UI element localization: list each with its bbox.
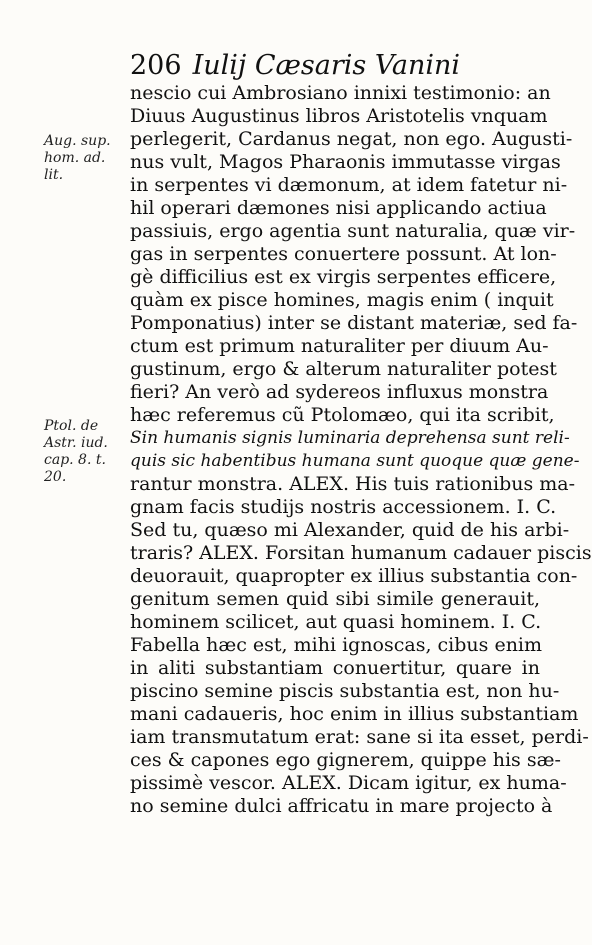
- margin-note: Aug. sup. hom. ad. lit.: [44, 133, 111, 183]
- text-line: pissimè vescor. ALEX. Dicam igitur, ex huma-: [130, 772, 567, 794]
- text-line: nescio cui Ambrosiano innixi testimonio: an: [130, 82, 551, 104]
- quoted-text-line: quis sic habentibus humana sunt quoque quæ gene-: [130, 451, 580, 471]
- text-line: quàm ex pisce homines, magis enim ( inquit: [130, 289, 554, 311]
- text-line: Sed tu, quæso mi Alexander, quid de his arbi-: [130, 519, 570, 541]
- text-line: traris? ALEX. Forsitan humanum cadauer piscis: [130, 542, 592, 564]
- text-line: in aliti substantiam conuertitur, quare in: [130, 657, 540, 679]
- running-title: Iulij Cæsaris Vanini: [192, 50, 460, 81]
- text-line: in serpentes vi dæmonum, at idem fatetur ni-: [130, 174, 568, 196]
- text-line: gustinum, ergo & alterum naturaliter potest: [130, 358, 557, 380]
- body-text: [130, 82, 592, 818]
- page-header: [130, 50, 460, 86]
- text-line: hil operari dæmones nisi applicando actiua: [130, 197, 547, 219]
- text-line: rantur monstra. ALEX. His tuis rationibus ma-: [130, 473, 576, 495]
- text-line: Pomponatius) inter se distant materiæ, sed fa-: [130, 312, 578, 334]
- text-line: iam transmutatum erat: sane si ita esset, perdi-: [130, 726, 589, 748]
- text-line: no semine dulci affricatu in mare projecto à: [130, 795, 553, 817]
- text-line: gè difficilius est ex virgis serpentes efficere,: [130, 266, 557, 288]
- text-line: perlegerit, Cardanus negat, non ego. Augusti-: [130, 128, 573, 150]
- text-line: piscino semine piscis substantia est, non hu-: [130, 680, 560, 702]
- text-line: mani cadaueris, hoc enim in illius substantiam: [130, 703, 579, 725]
- text-line: genitum semen quid sibi simile generauit,: [130, 588, 540, 610]
- text-line: hæc referemus cũ Ptolomæo, qui ita scribit,: [130, 404, 555, 426]
- text-line: fieri? An verò ad sydereos influxus monstra: [130, 381, 549, 403]
- text-line: nus vult, Magos Pharaonis immutasse virgas: [130, 151, 561, 173]
- text-line: Diuus Augustinus libros Aristotelis vnquam: [130, 105, 548, 127]
- text-line: gas in serpentes conuertere possunt. At lon-: [130, 243, 557, 265]
- page-number: 206: [130, 50, 182, 81]
- text-line: ctum est primum naturaliter per diuum Au-: [130, 335, 549, 357]
- margin-note: Ptol. de Astr. iud. cap. 8. t. 20.: [44, 418, 108, 485]
- text-line: ces & capones ego gignerem, quippe his sæ-: [130, 749, 561, 771]
- text-line: gnam facis studijs nostris accessionem. I. C.: [130, 496, 557, 518]
- text-line: Fabella hæc est, mihi ignoscas, cibus enim: [130, 634, 543, 656]
- quoted-text-line: Sin humanis signis luminaria deprehensa sunt reli-: [130, 428, 570, 448]
- text-line: deuorauit, quapropter ex illius substantia con-: [130, 565, 578, 587]
- text-line: passiuis, ergo agentia sunt naturalia, quæ vir-: [130, 220, 576, 242]
- text-line: hominem scilicet, aut quasi hominem. I. C.: [130, 611, 542, 633]
